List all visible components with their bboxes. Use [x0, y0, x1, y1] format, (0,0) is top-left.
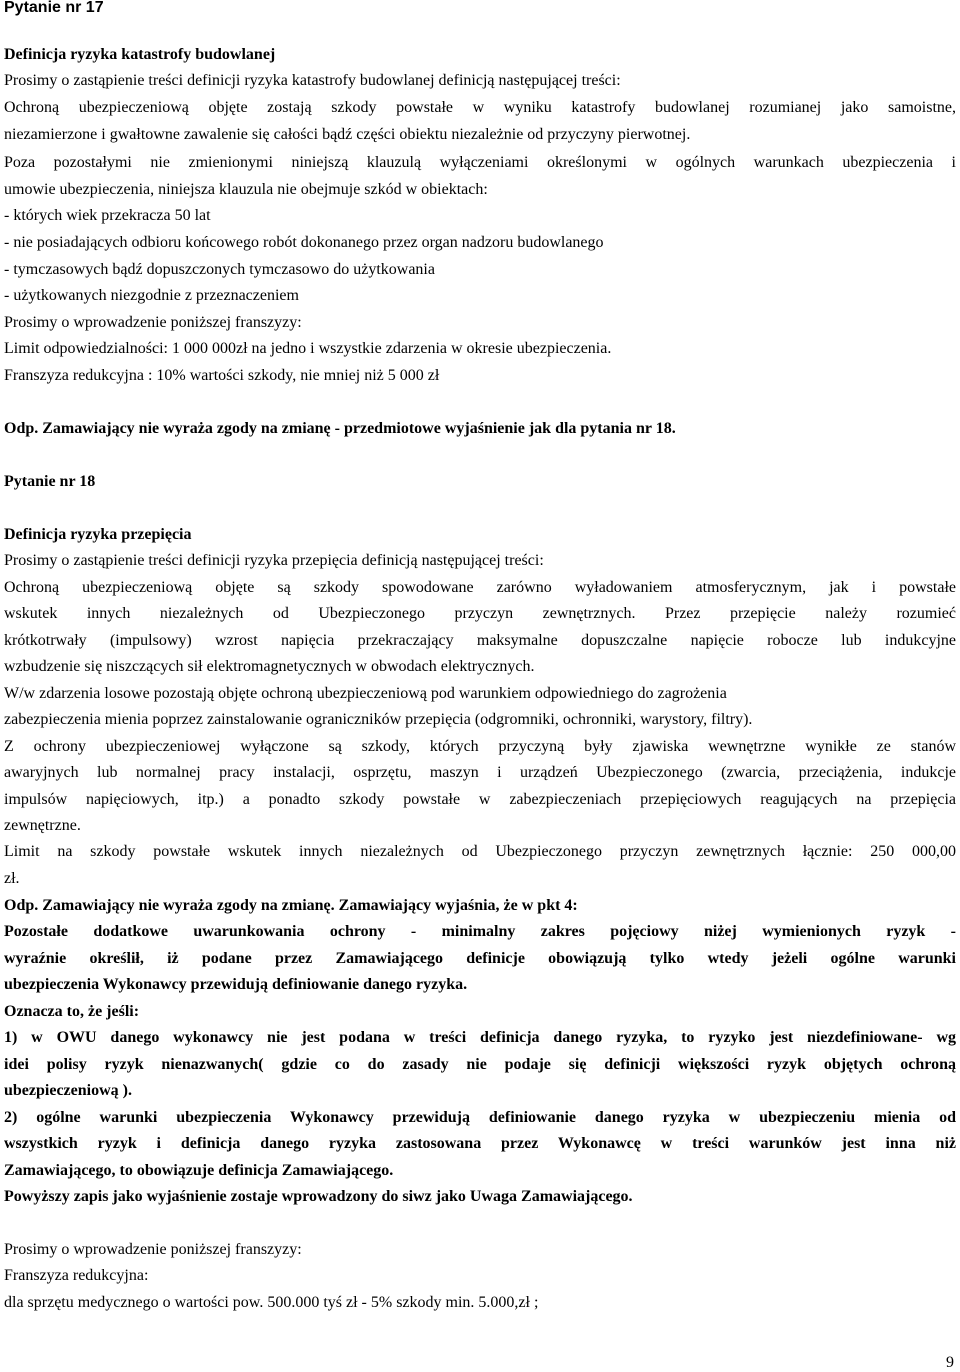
paragraph-line: Ochroną ubezpieczeniową objęte zostają szkody powstałe w wyniku katastrofy budowlanej rozumianej jako samoistne,: [4, 99, 956, 116]
question-18-answer: Odp. Zamawiający nie wyraża zgody na zmianę. Zamawiający wyjaśnia, że w pkt 4:: [4, 897, 578, 914]
paragraph-line: Franszyza redukcyjna:: [4, 1267, 149, 1284]
paragraph-line: W/w zdarzenia losowe pozostają objęte ochroną ubezpieczeniową pod warunkiem odpowiedniego do zagrożenia: [4, 685, 727, 702]
paragraph-line: zabezpieczenia mienia poprzez zainstalowanie ograniczników przepięcia (odgromniki, ochronniki, warystory, filtry).: [4, 711, 753, 728]
paragraph-line: umowie ubezpieczenia, niniejsza klauzula nie obejmuje szkód w obiektach:: [4, 181, 488, 198]
paragraph-line: Ochroną ubezpieczeniową objęte są szkody spowodowane zarówno wyładowaniem atmosferycznym, jak i powstałe: [4, 579, 956, 596]
answer-line: idei polisy ryzyk nienazwanych( gdzie co do zasady nie podaje się definicji większości ryzyk objętych ochroną: [4, 1056, 956, 1073]
answer-line: ubezpieczenia Wykonawcy przewidują definiowanie danego ryzyka.: [4, 976, 468, 993]
paragraph-line: niezamierzone i gwałtowne zawalenie się całości bądź części obiektu niezależnie od przyczyny pierwotnej.: [4, 126, 691, 143]
paragraph-line: Limit odpowiedzialności: 1 000 000zł na jedno i wszystkie zdarzenia w okresie ubezpieczenia.: [4, 340, 612, 357]
answer-line: Oznacza to, że jeśli:: [4, 1003, 140, 1020]
paragraph-line: Prosimy o zastąpienie treści definicji ryzyka przepięcia definicją następującej treści:: [4, 552, 544, 569]
answer-line: wszystkich ryzyk i definicja danego ryzyka zastosowana przez Wykonawcę w treści warunków jest inna niż: [4, 1135, 956, 1152]
answer-line: wyraźnie określił, iż podane przez Zamawiającego definicje obowiązują tylko wtedy jeżeli ogólne warunki: [4, 950, 956, 967]
paragraph-line: impulsów napięciowych, itp.) a ponadto szkody powstałe w zabezpieczeniach przepięciowych reagujących na przepięcia: [4, 791, 956, 808]
answer-line: Zamawiającego, to obowiązuje definicja Zamawiającego.: [4, 1162, 394, 1179]
list-item: - tymczasowych bądź dopuszczonych tymczasowo do użytkowania: [4, 261, 435, 278]
paragraph-line: Limit na szkody powstałe wskutek innych niezależnych od Ubezpieczonego przyczyn zewnętrznych łącznie: 250 000,00: [4, 843, 956, 860]
list-item: - których wiek przekracza 50 lat: [4, 207, 211, 224]
answer-line: Pozostałe dodatkowe uwarunkowania ochrony - minimalny zakres pojęciowy niżej wymienionych ryzyk -: [4, 923, 956, 940]
paragraph-line: Poza pozostałymi nie zmienionymi niniejszą klauzulą wyłączeniami określonymi w ogólnych warunkach ubezpieczenia i: [4, 154, 956, 171]
paragraph-line: krótkotrwały (impulsowy) wzrost napięcia przekraczający maksymalne dopuszczalne napięcie robocze lub indukcyjne: [4, 632, 956, 649]
answer-line: 2) ogólne warunki ubezpieczenia Wykonawcy przewidują definiowanie danego ryzyka w ubezpieczeniu mienia od: [4, 1109, 956, 1126]
paragraph-line: Prosimy o wprowadzenie poniższej franszyzy:: [4, 314, 302, 331]
answer-line: 1) w OWU danego wykonawcy nie jest podana w treści definicja danego ryzyka, to ryzyko jest niezdefiniowane- wg: [4, 1029, 956, 1046]
paragraph-line: dla sprzętu medycznego o wartości pow. 500.000 tyś zł - 5% szkody min. 5.000,zł ;: [4, 1294, 539, 1311]
page-number: 9: [946, 1354, 954, 1371]
question-18-heading: Definicja ryzyka przepięcia: [4, 526, 192, 543]
question-17-title: Pytanie nr 17: [4, 0, 104, 16]
question-17-heading: Definicja ryzyka katastrofy budowlanej: [4, 46, 276, 63]
paragraph-line: zewnętrzne.: [4, 817, 81, 834]
paragraph-line: Franszyza redukcyjna : 10% wartości szkody, nie mniej niż 5 000 zł: [4, 367, 440, 384]
list-item: - użytkowanych niezgodnie z przeznaczeniem: [4, 287, 299, 304]
answer-line: Powyższy zapis jako wyjaśnienie zostaje wprowadzony do siwz jako Uwaga Zamawiającego.: [4, 1188, 633, 1205]
paragraph-line: Z ochrony ubezpieczeniowej wyłączone są szkody, których przyczyną były zjawiska wewnętrzne wynikłe ze stanów: [4, 738, 956, 755]
paragraph-line: Prosimy o zastąpienie treści definicji ryzyka katastrofy budowlanej definicją następującej treści:: [4, 72, 621, 89]
question-17-answer: Odp. Zamawiający nie wyraża zgody na zmianę - przedmiotowe wyjaśnienie jak dla pytania nr 18.: [4, 420, 676, 437]
paragraph-line: awaryjnych lub normalnej pracy instalacji, osprzętu, maszyn i urządzeń Ubezpieczonego (zwarcia, przeciążenia, indukcje: [4, 764, 956, 781]
paragraph-line: wzbudzenie się niszczących sił elektromagnetycznych w obwodach elektrycznych.: [4, 658, 535, 675]
paragraph-line: Prosimy o wprowadzenie poniższej franszyzy:: [4, 1241, 302, 1258]
paragraph-line: wskutek innych niezależnych od Ubezpieczonego przyczyn zewnętrznych. Przez przepięcie należy rozumieć: [4, 605, 956, 622]
question-18-title: Pytanie nr 18: [4, 473, 96, 490]
paragraph-line: zł.: [4, 870, 20, 887]
answer-line: ubezpieczeniową ).: [4, 1082, 132, 1099]
list-item: - nie posiadających odbioru końcowego robót dokonanego przez organ nadzoru budowlanego: [4, 234, 604, 251]
